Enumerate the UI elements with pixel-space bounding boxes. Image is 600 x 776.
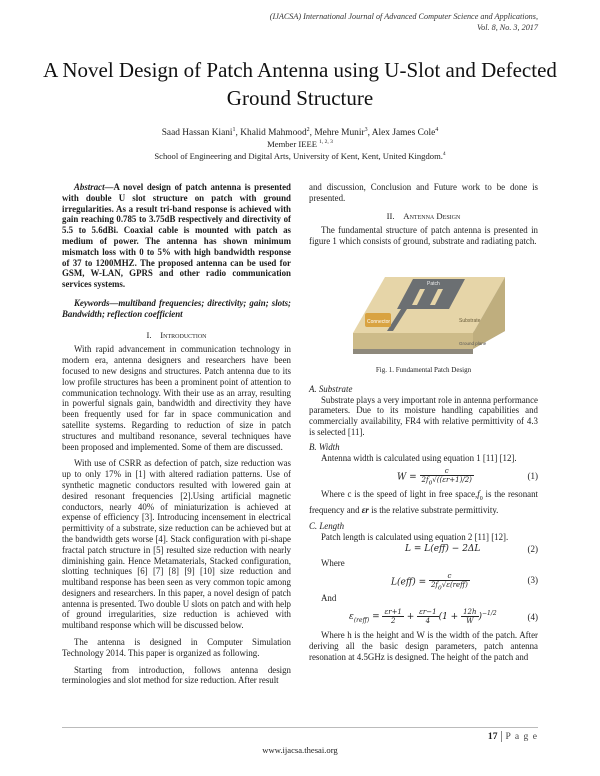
paper-title: A Novel Design of Patch Antenna using U-Slot and Defected Ground Structure	[43, 58, 557, 110]
equation-1-body: W = $\frac{c}{2f_0√((\varepsilon r+1)/2)}$	[397, 467, 472, 487]
length-paragraph: Patch length is calculated using equation 2 [11] [12].	[321, 531, 509, 542]
section-heading-design	[309, 211, 538, 222]
page-number	[488, 731, 538, 742]
equation-2-body: L = L(eff) − 2ΔL	[405, 544, 481, 555]
final-paragraph: Where h is the height and W is the width of the patch. After deriving all the basic design parameters, patch antenna resonation at 4.5GHz is designed. The height of the patch and	[309, 629, 538, 662]
page-number-value: 17	[487, 731, 498, 742]
keywords	[62, 298, 291, 320]
journal-volume: Vol. 8, No. 3, 2017	[477, 23, 538, 32]
author-affil: 1	[232, 127, 236, 133]
member-text: Member IEEE	[267, 139, 317, 149]
equation-1-number: (1)	[527, 471, 538, 482]
figure-1	[309, 253, 538, 363]
figure-caption: Fig. 1. Fundamental Patch Design	[375, 365, 472, 374]
author-affil: 4	[435, 127, 439, 133]
page-word: P a g e	[501, 731, 539, 742]
width-paragraph-2: Where c is the speed of light in free $space,f_0$ is the resonant frequency and εr is the relative substrate permittivity.	[309, 489, 539, 515]
intro-paragraph-2: With use of CSRR as defection of patch, size reduction was up to only 17% in [1] with altered radiation patterns. Use of synthetic magnetic conductors resulted with lowered gain at desired resonant frequencies [2].Using artificial magnetic conductors, nearly 40% of miniaturization is achieved at expense of efficiency [3]. Introducing incensement in electrical permittivity of a substrate, size reduction can be achieved but at the bandwidth gets worse [4]. Stack configuration with pi-shape fractal patch structure in [5] resulted size reduction with nearly diminishing gain. Hence Metamaterials, Stacked configuration, slotting techniques [6] [7] [8] [9] [10] size reduction and multiband response has been seen as very common topic among designers and researchers. In this paper, a novel design of patch antenna is presented. Two double U slots on patch and with help of ground irregularities, size reduction is achieved with multiband response which will be discussed below.	[62, 458, 291, 631]
intro-paragraph-3: The antenna is designed in Computer Simulation Technology 2014. This paper is organized as following.	[62, 637, 291, 658]
footer-url[interactable]: www.ijacsa.thesai.org	[262, 745, 338, 755]
width-text-a: Where c is the speed of light in free space,	[321, 489, 478, 500]
continued-paragraph: and discussion, Conclusion and Future work to be done is presented.	[309, 182, 538, 203]
left-column	[62, 182, 291, 686]
right-column	[309, 182, 538, 662]
design-paragraph: The fundamental structure of patch antenna is presented in figure 1 which consists of ground, substrate and radiating patch.	[309, 225, 538, 247]
abstract-text: A novel design of patch antenna is presented with double U slot structure on patch with ground irregularities. As a result tri-band response is achieved with gain reaching 0.785 to 3.75dB respectively and directivity of 5.5 to 5.6dBi. Coaxial cable is mounted with patch as medium of power. The antenna has shown minimum mismatch loss with 0 to 5% with high bandwidth response of 37 to 1200MHZ. The proposed antenna can be used for GSM, W-LAN, GPRS and other radio communication services systems.	[62, 182, 291, 290]
equation-1	[309, 463, 538, 489]
equation-2	[309, 542, 538, 558]
equation-3	[309, 569, 538, 593]
journal-name: (IJACSA) International Journal of Advanced Computer Science and Applications,	[269, 12, 538, 21]
and-label: And	[321, 593, 337, 604]
width-paragraph: Antenna width is calculated using equation 1 [11] [12].	[321, 452, 517, 463]
membership	[40, 139, 560, 149]
width-text-b: is the resonant frequency and	[309, 489, 539, 515]
section-title: Antenna Design	[403, 210, 461, 221]
ground-plane-edge	[353, 349, 473, 354]
section-heading-introduction	[62, 330, 291, 341]
equation-3-body: L(eff) = $\frac{c}{2f_0√\varepsilon(reff)}$	[391, 572, 468, 592]
equation-3-number: (3)	[527, 575, 538, 586]
author-name: Khalid Mahmood	[240, 128, 307, 139]
where-label: Where	[321, 558, 345, 569]
substrate-paragraph: Substrate plays a very important role in antenna performance parameters. Due to its moisture handling capabilities and commercially availability, FR4 with relative permittivity of 4.3 is selected [11].	[309, 394, 538, 437]
subsection-length: C. Length	[309, 520, 345, 531]
author-affil: 3	[364, 127, 368, 133]
patch-antenna-illustration	[309, 253, 538, 363]
section-number: II.	[386, 210, 395, 221]
width-text-c: is the relative substrate permittivity.	[368, 504, 499, 515]
equation-4-number: (4)	[527, 611, 538, 622]
section-number: I.	[146, 329, 152, 340]
keywords-text: multiband frequencies; directivity; gain; slots; Bandwidth; reflection coefficient	[62, 297, 291, 319]
abstract-label: Abstract—	[74, 182, 114, 192]
author-name: Mehre Munir	[314, 128, 365, 139]
intro-paragraph-1: With rapid advancement in communication technology in modern era, antenna designers and researchers have been focused to new designs and structures. Patch antenna due to its low profile structures has been a prominent point of attention to communication technology. With their use as an array, resulting in powerful signals gain, bandwidth and directivity they have been frequently used for far in space communication and satellite systems. Regarding to reduction of size in patch structures and multiband resonance, several techniques have been proposed and implemented. Some of them are discussed.	[62, 344, 291, 452]
keywords-label: Keywords—	[74, 297, 119, 308]
author-list: Saad Hassan Kiani$^1$, Khalid Mahmood$^2$, Mehre Munir$^3$, Alex James Cole$^4$	[161, 127, 439, 139]
author-name: Saad Hassan Kiani	[161, 128, 233, 139]
member-affil: 1, 2, 3	[319, 139, 333, 146]
label-ground: Ground plane	[459, 340, 487, 346]
subsection-width: B. Width	[309, 441, 340, 452]
author-affil: 2	[306, 127, 310, 133]
section-title: Introduction	[160, 329, 207, 340]
school-text: School of Engineering and Digital Arts, University of Kent, Kent, United Kingdom.	[154, 151, 443, 161]
subsection-substrate: A. Substrate	[309, 383, 353, 394]
abstract	[62, 182, 291, 290]
affiliation	[40, 151, 560, 161]
author-name: Alex James Cole	[371, 128, 436, 139]
intro-paragraph-4: Starting from introduction, follows antenna design terminologies and slot method for size reduction. After result	[62, 664, 291, 686]
label-connector: Connector	[367, 318, 391, 325]
label-substrate: Substrate	[459, 317, 481, 324]
equation-4	[309, 604, 538, 630]
footer-rule	[62, 727, 538, 728]
substrate-front	[353, 333, 473, 349]
equation-4-body: $\varepsilon_{(reff)}$ = $\frac{\varepsilon r+1}{2}$ + $\frac{\varepsilon r-1}{4}$ (1 + $\frac{12h}{W}$ )$^{-1/2}$	[349, 607, 497, 625]
running-header	[270, 11, 538, 33]
school-affil: 4	[442, 151, 446, 158]
equation-2-number: (2)	[527, 544, 538, 555]
label-patch: Patch	[427, 280, 440, 287]
